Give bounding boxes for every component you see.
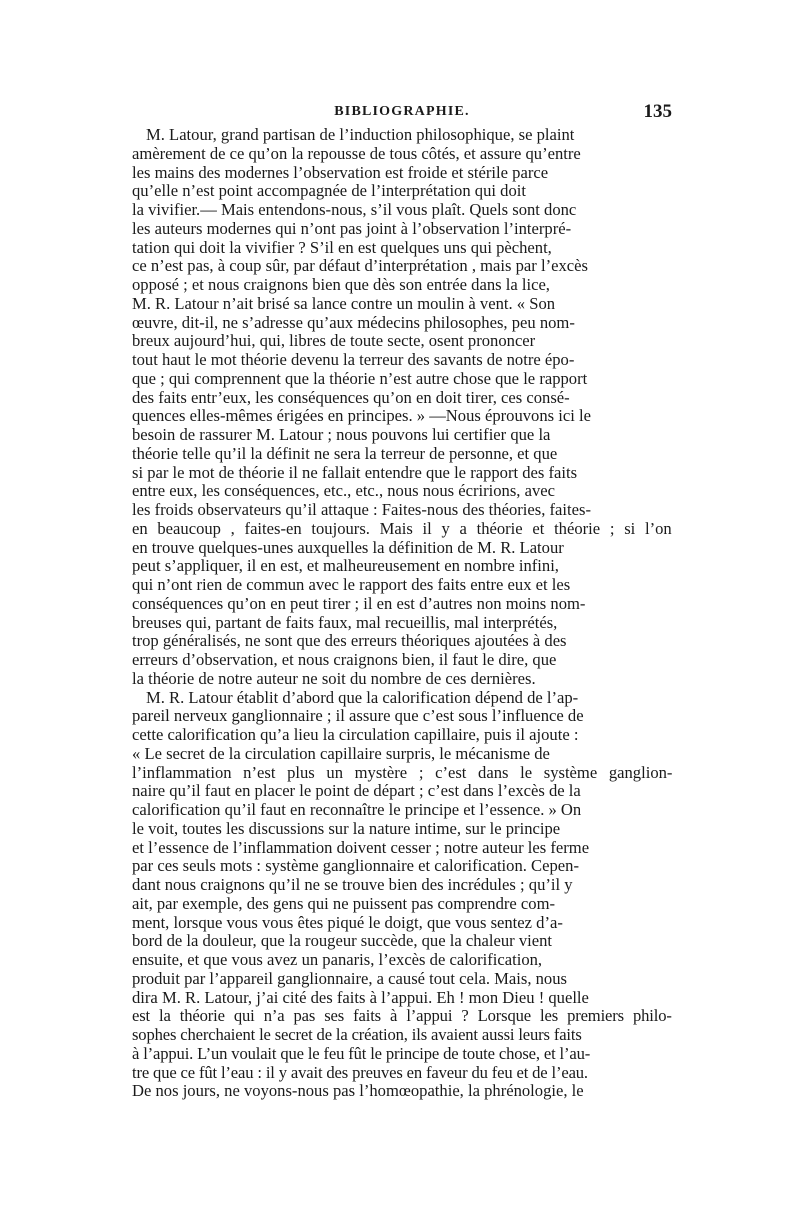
text-line: œuvre, dit-il, ne s’adresse qu’aux médecins philosophes, peu nom- — [132, 312, 575, 332]
text-line: dant nous craignons qu’il ne se trouve bien des incrédules ; qu’il y — [132, 875, 573, 894]
text-line: entre eux, les conséquences, etc., etc., nous nous écririons, avec — [132, 481, 555, 501]
text-line: est la théorie qui n’a pas ses faits à l’appui ? Lorsque les premiers philo- — [132, 1006, 672, 1026]
text-line: erreurs d’observation, et nous craignons bien, il faut le dire, que — [132, 650, 557, 669]
text-line: et l’essence de l’inflammation doivent cesser ; notre auteur les ferme — [132, 837, 590, 857]
text-line: conséquences qu’on en peut tirer ; il en est d’autres non moins nom- — [132, 593, 586, 613]
text-line: « Le secret de la circulation capillaire surpris, le mécanisme de — [132, 743, 550, 763]
text-line: besoin de rassurer M. Latour ; nous pouvons lui certifier que la — [132, 425, 551, 444]
running-head — [132, 101, 672, 127]
text-line: les mains des modernes l’observation est froide et stérile parce — [132, 162, 549, 182]
text-line: M. Latour, grand partisan de l’induction philosophique, se plaint — [146, 125, 575, 144]
text-line: l’inflammation n’est plus un mystère ; c’est dans le système ganglion- — [132, 762, 673, 782]
text-line: le voit, toutes les discussions sur la nature intime, sur le principe — [132, 818, 561, 838]
text-line: si par le mot de théorie il ne fallait entendre que le rapport des faits — [132, 462, 578, 482]
text-line: théorie telle qu’il la définit ne sera la terreur de personne, et que — [132, 443, 558, 463]
running-head-title: BIBLIOGRAPHIE. — [334, 104, 470, 119]
text-line: tation qui doit la vivifier ? S’il en est quelques uns qui pèchent, — [132, 237, 552, 257]
text-line: pareil nerveux ganglionnaire ; il assure que c’est sous l’influence de — [132, 706, 584, 726]
text-line: les auteurs modernes qui n’ont pas joint à l’observation l’interpré- — [132, 218, 572, 238]
text-line: tre que ce fût l’eau : il y avait des preuves en faveur du feu et de l’eau. — [132, 1062, 588, 1082]
text-line: à l’appui. L’un voulait que le feu fût le principe de toute chose, et l’au- — [132, 1043, 591, 1063]
text-line: bord de la douleur, que la rougeur succède, que la chaleur vient — [132, 931, 552, 951]
text-line: en beaucoup , faites-en toujours. Mais il y a théorie et théorie ; si l’on — [132, 518, 672, 538]
body-text — [132, 126, 672, 1101]
text-line: en trouve quelques-unes auxquelles la définition de M. R. Latour — [132, 537, 564, 557]
text-line: calorification qu’il faut en reconnaître le principe et l’essence. » On — [132, 800, 582, 819]
text-line: M. R. Latour n’ait brisé sa lance contre un moulin à vent. « Son — [132, 293, 556, 313]
text-line: ait, par exemple, des gens qui ne puissent pas comprendre com- — [132, 893, 556, 913]
text-line: tout haut le mot théorie devenu la terreur des savants de notre épo- — [132, 350, 575, 369]
text-line: cette calorification qu’a lieu la circulation capillaire, puis il ajoute : — [132, 725, 579, 744]
text-line: que ; qui comprennent que la théorie n’est autre chose que le rapport — [132, 368, 588, 388]
text-line: ment, lorsque vous vous êtes piqué le doigt, que vous sentez d’a- — [132, 912, 563, 932]
page-number: 135 — [643, 101, 672, 122]
text-line: ensuite, et que vous avez un panaris, l’excès de calorification, — [132, 950, 543, 969]
text-line: M. R. Latour établit d’abord que la calorification dépend de l’ap- — [146, 687, 579, 707]
text-line: amèrement de ce qu’on la repousse de tous côtés, et assure qu’entre — [132, 143, 581, 163]
text-line: naire qu’il faut en placer le point de départ ; c’est dans l’excès de la — [132, 781, 581, 801]
text-line: ce n’est pas, à coup sûr, par défaut d’interprétation , mais par l’excès — [132, 256, 588, 276]
text-line: les froids observateurs qu’il attaque : Faites-nous des théories, faites- — [132, 500, 591, 519]
text-line: par ces seuls mots : système ganglionnaire et calorification. Cepen- — [132, 856, 579, 876]
text-line: opposé ; et nous craignons bien que dès son entrée dans la lice, — [132, 275, 550, 294]
text-line: la théorie de notre auteur ne soit du nombre de ces dernières. — [132, 668, 536, 688]
text-line: sophes cherchaient le secret de la création, ils avaient aussi leurs faits — [132, 1025, 582, 1044]
text-line: la vivifier.— Mais entendons-nous, s’il vous plaît. Quels sont donc — [132, 200, 577, 219]
text-line: qu’elle n’est point accompagnée de l’interprétation qui doit — [132, 181, 526, 201]
text-line: breux aujourd’hui, qui, libres de toute secte, osent prononcer — [132, 331, 536, 351]
text-line: breuses qui, partant de faits faux, mal recueillis, mal interprétés, — [132, 612, 558, 632]
text-line: des faits entr’eux, les conséquences qu’on en doit tirer, ces consé- — [132, 387, 570, 407]
text-line: produit par l’appareil ganglionnaire, a causé tout cela. Mais, nous — [132, 968, 567, 988]
text-line: trop généralisés, ne sont que des erreurs théoriques ajoutées à des — [132, 631, 567, 651]
text-line: De nos jours, ne voyons-nous pas l’homœopathie, la phrénologie, le — [132, 1081, 584, 1101]
text-line: peut s’appliquer, il en est, et malheureusement en nombre infini, — [132, 556, 559, 576]
text-line: dira M. R. Latour, j’ai cité des faits à l’appui. Eh ! mon Dieu ! quelle — [132, 987, 589, 1007]
text-line: quences elles-mêmes érigées en principes. » —Nous éprouvons ici le — [132, 406, 591, 426]
text-line: qui n’ont rien de commun avec le rapport des faits entre eux et les — [132, 575, 571, 594]
